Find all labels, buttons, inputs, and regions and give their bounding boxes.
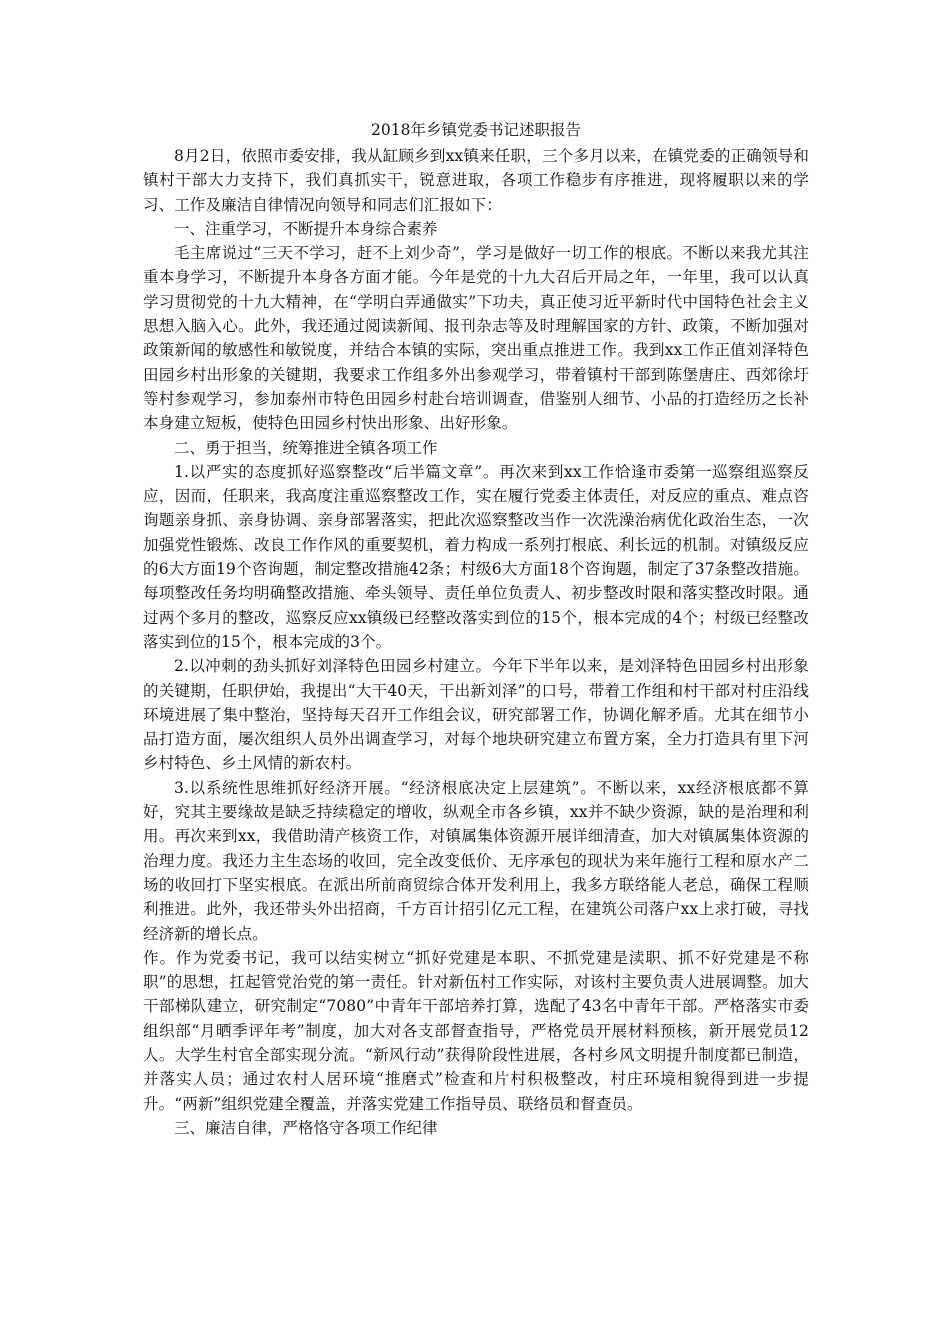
document-title: 2018年乡镇党委书记述职报告 — [371, 121, 581, 139]
document-page — [143, 118, 809, 1140]
section-heading-3: 三、廉洁自律，严格恪守各项工作纪律 — [174, 1118, 438, 1137]
section-heading-1: 一、注重学习，不断提升本身综合素养 — [174, 219, 438, 238]
body-paragraph: 作。作为党委书记，我可以结实树立“抓好党建是本职、不抓党建是渎职、抓不好党建是不称职”的思想，扛起管党治党的第一责任。针对新伍村工作实际，对该村主要负责人进展调整。加大干部梯队建立，研究制定“7080”中青年干部培养打算，选配了43名中青年干部。严格落实市委组织部“月晒季评年考”制度，加大对各支部督查指导，严格党员开展材料预核，新开展党员12人。大学生村官全部实现分流。“新风行动”获得阶段性进展，各村乡风文明提升制度都已制造，并落实人员；通过农村人居环境“推磨式”检查和片村积极整改，村庄环境相貌得到进一步提升。“两新”组织党建全覆盖，并落实党建工作指导员、联络员和督查员。 — [143, 948, 809, 1113]
body-paragraph: 1.以严实的态度抓好巡察整改“后半篇文章”。再次来到xx工作恰逢市委第一巡察组巡察反应，因而，任职来，我高度注重巡察整改工作，实在履行党委主体责任，对反应的重点、难点咨询题亲身抓、亲身协调、亲身部署落实，把此次巡察整改当作一次洗澡治病优化政治生态，一次加强党性锻炼、改良工作作风的重要契机，着力构成一系列打根底、利长远的机制。对镇级反应的6大方面19个咨询题，制定整改措施42条；村级6大方面18个咨询题，制定了37条整改措施。每项整改任务均明确整改措施、牵头领导、责任单位负责人、初步整改时限和落实整改时限。通过两个多月的整改，巡察反应xx镇级已经整改落实到位的15个，根本完成的4个；村级已经整改落实到位的15个，根本完成的3个。 — [143, 462, 809, 651]
section-heading-2: 二、勇于担当，统筹推进全镇各项工作 — [174, 438, 438, 457]
body-paragraph: 3.以系统性思维抓好经济开展。“经济根底决定上层建筑”。不断以来，xx经济根底都不算好，究其主要缘故是缺乏持续稳定的增收，纵观全市各乡镇，xx并不缺少资源，缺的是治理和利用。再次来到xx，我借助清产核资工作，对镇属集体资源开展详细清查，加大对镇属集体资源的治理力度。我还力主生态场的收回，完全改变低价、无序承包的现状为来年施行工程和原水产二场的收回打下坚实根底。在派出所前商贸综合体开发利用上，我多方联络能人老总，确保工程顺利推进。此外，我还带头外出招商，千方百计招引亿元工程，在建筑公司落户xx上求打破，寻找经济新的增长点。 — [143, 778, 809, 943]
body-paragraph: 2.以冲刺的劲头抓好刘泽特色田园乡村建立。今年下半年以来，是刘泽特色田园乡村出形象的关键期，任职伊始，我提出“大干40天，干出新刘泽”的口号，带着工作组和村干部对村庄沿线环境进展了集中整治，坚持每天召开工作组会议，研究部署工作，协调化解矛盾。尤其在细节小品打造方面，屡次组织人员外出调查学习，对每个地块研究建立布置方案，全力打造具有里下河乡村特色、乡土风情的新农村。 — [143, 657, 809, 773]
intro-paragraph: 8月2日，依照市委安排，我从缸顾乡到xx镇来任职，三个多月以来，在镇党委的正确领导和镇村干部大力支持下，我们真抓实干，锐意进取，各项工作稳步有序推进，现将履职以来的学习、工作及廉洁自律情况向领导和同志们汇报如下： — [143, 147, 809, 214]
body-paragraph: 毛主席说过“三天不学习，赶不上刘少奇”，学习是做好一切工作的根底。不断以来我尤其注重本身学习，不断提升本身各方面才能。今年是党的十九大召后开局之年，一年里，我可以认真学习贯彻党的十九大精神，在“学明白弄通做实”下功夫，真正使习近平新时代中国特色社会主义思想入脑入心。此外，我还通过阅读新闻、报刊杂志等及时理解国家的方针、政策，不断加强对政策新闻的敏感性和敏锐度，并结合本镇的实际，突出重点推进工作。我到xx工作正值刘泽特色田园乡村出形象的关键期，我要求工作组多外出参观学习，带着镇村干部到陈堡唐庄、西郊徐圩等村参观学习，参加泰州市特色田园乡村赴台培训调查，借鉴别人细节、小品的打造经历之长补本身建立短板，使特色田园乡村快出形象、出好形象。 — [143, 244, 809, 433]
